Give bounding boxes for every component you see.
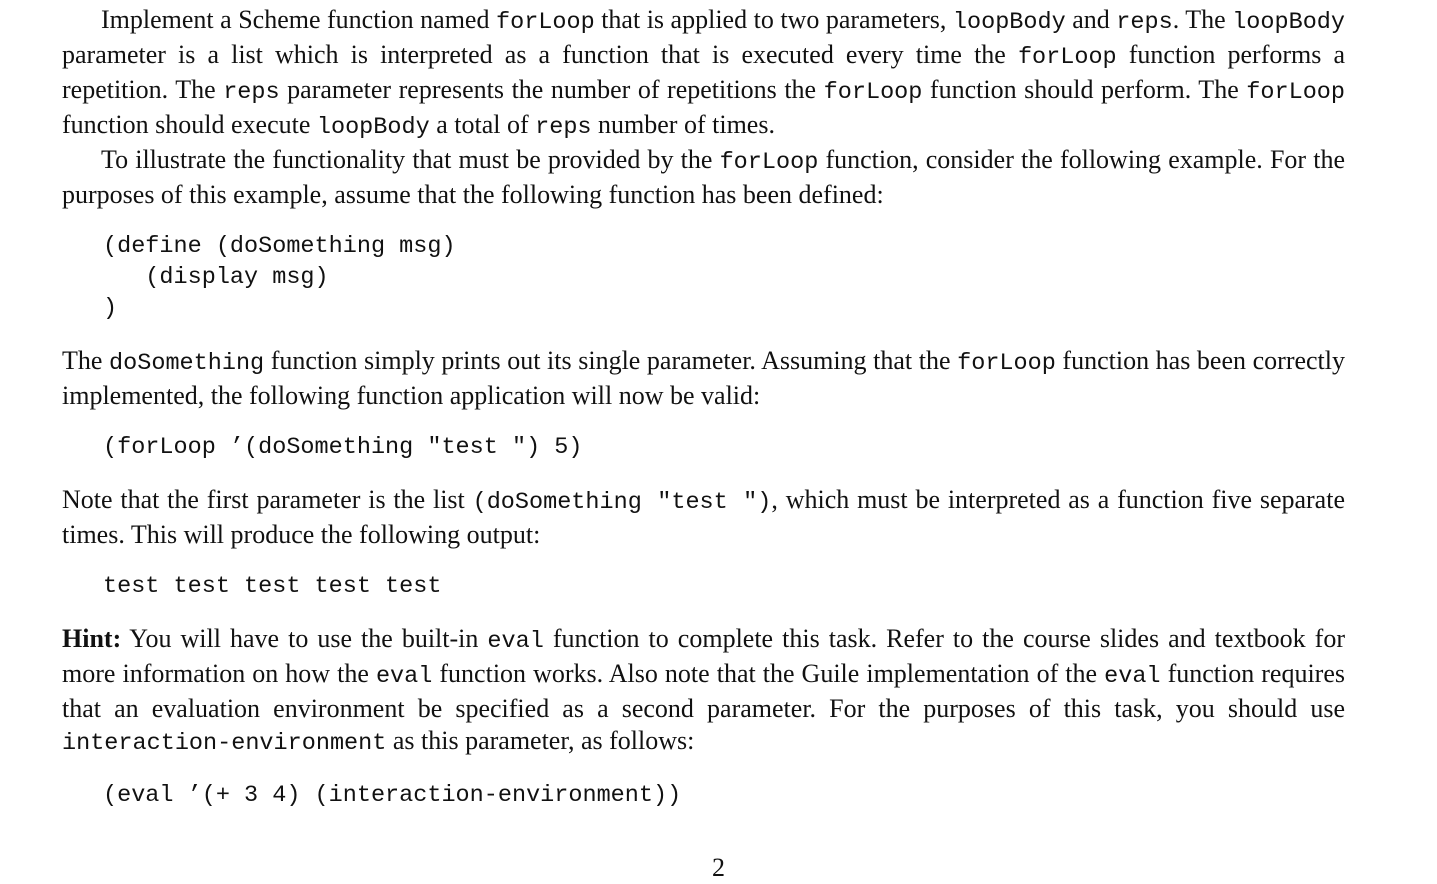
text: function simply prints out its single parameter. Assuming that the bbox=[264, 346, 958, 375]
code-inline: (doSomething "test ") bbox=[472, 489, 772, 516]
code-inline: loopBody bbox=[952, 9, 1066, 36]
code-inline: loopBody bbox=[316, 114, 430, 141]
text: parameter is a list which is interpreted as a function that is executed every time the bbox=[62, 40, 1018, 69]
document-page bbox=[62, 4, 1345, 811]
text: function works. Also note that the Guile implementation of the bbox=[432, 659, 1105, 688]
code-block-forloop-call bbox=[62, 432, 1345, 463]
text: that is applied to two parameters, bbox=[594, 5, 953, 34]
code-inline: forLoop bbox=[823, 79, 923, 106]
code-block-output bbox=[62, 571, 1345, 602]
paragraph-hint bbox=[62, 623, 1345, 760]
text: Implement a Scheme function named bbox=[101, 5, 496, 34]
text: function requires that an evaluation environment be specified as a second parameter. For the purposes of this task, you should use bbox=[62, 659, 1346, 723]
code-inline: reps bbox=[535, 114, 592, 141]
code-inline: reps bbox=[1116, 9, 1173, 36]
text: To illustrate the functionality that must be provided by the bbox=[101, 145, 720, 174]
paragraph-task-description bbox=[62, 4, 1345, 144]
text: . The bbox=[1172, 5, 1233, 34]
paragraph-illustration-intro bbox=[62, 144, 1345, 211]
code-line: (define (doSomething msg) bbox=[103, 233, 456, 260]
text: function should perform. The bbox=[922, 75, 1247, 104]
code-inline: loopBody bbox=[1232, 9, 1346, 36]
code-inline: reps bbox=[223, 79, 280, 106]
code-inline: forLoop bbox=[719, 149, 819, 176]
text: Note that the first parameter is the list bbox=[62, 485, 473, 514]
text: function to complete this task. Refer to the course slides and textbook for more information on how the bbox=[62, 624, 1345, 688]
code-line: test test test test test bbox=[103, 573, 442, 600]
page-number: 2 bbox=[712, 853, 725, 882]
text: and bbox=[1065, 5, 1117, 34]
text: a total of bbox=[429, 110, 536, 139]
code-inline: forLoop bbox=[1017, 44, 1117, 71]
text: You will have to use the built-in bbox=[121, 624, 488, 653]
code-line: (forLoop ’(doSomething "test ") 5) bbox=[103, 434, 583, 461]
hint-label: Hint: bbox=[62, 624, 122, 653]
code-inline: forLoop bbox=[957, 350, 1056, 377]
code-inline: doSomething bbox=[109, 350, 265, 377]
paragraph-dosomething-explanation bbox=[62, 345, 1345, 412]
text: function performs a repetition. The bbox=[62, 40, 1345, 104]
code-inline: eval bbox=[487, 628, 544, 655]
code-inline: forLoop bbox=[1246, 79, 1345, 106]
code-inline: eval bbox=[1104, 663, 1161, 690]
code-line: ) bbox=[103, 295, 118, 322]
code-inline: eval bbox=[375, 663, 433, 690]
text: function, consider the following example. For the purposes of this example, assume that the following function has been defined: bbox=[62, 145, 1345, 209]
text: The bbox=[62, 346, 110, 375]
paragraph-note-first-parameter bbox=[62, 484, 1345, 551]
text: number of times. bbox=[591, 110, 775, 139]
text: , which must be interpreted as a function five separate times. This will produce the following output: bbox=[62, 485, 1345, 549]
code-block-define bbox=[62, 231, 1345, 324]
text: parameter represents the number of repetitions the bbox=[279, 75, 824, 104]
code-line: (eval ’(+ 3 4) (interaction-environment)) bbox=[103, 782, 682, 809]
text: function should execute bbox=[62, 110, 317, 139]
code-inline: forLoop bbox=[495, 9, 595, 36]
text: as this parameter, as follows: bbox=[386, 726, 695, 755]
code-inline: interaction-environment bbox=[62, 730, 387, 757]
code-line: (display msg) bbox=[103, 264, 329, 291]
text: function has been correctly implemented, the following function application will now be valid: bbox=[62, 346, 1345, 410]
code-block-eval-example bbox=[62, 780, 1345, 811]
